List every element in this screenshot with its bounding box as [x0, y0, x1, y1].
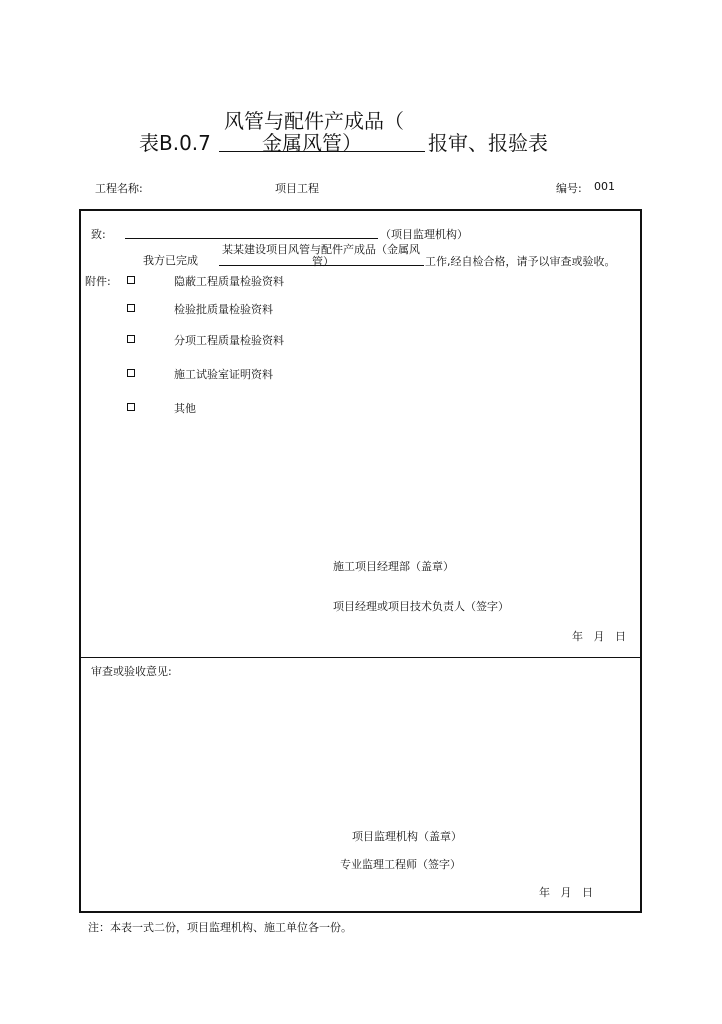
section-divider	[80, 657, 641, 658]
project-name-label: 工程名称:	[95, 182, 143, 195]
number-value: 001	[594, 180, 615, 193]
title-prefix: 表B.0.7	[139, 131, 211, 155]
completed-underline	[219, 265, 424, 266]
title-blank-value: 金属风管）	[262, 131, 362, 155]
to-label: 致:	[91, 228, 106, 241]
completed-suffix: 工作,经自检合格，请予以审查或验收。	[425, 255, 616, 268]
attachment-item: 其他	[174, 402, 196, 415]
completed-prefix: 我方已完成	[143, 254, 198, 267]
title-line1: 风管与配件产成品（	[224, 109, 404, 133]
section1-date: 年 月 日	[572, 630, 626, 643]
to-underline	[125, 238, 378, 239]
checkbox-batch-inspection[interactable]	[127, 304, 135, 312]
attachment-item: 施工试验室证明资料	[174, 368, 273, 381]
project-name-value: 项目工程	[275, 182, 319, 195]
checkbox-other[interactable]	[127, 403, 135, 411]
number-label: 编号:	[556, 182, 582, 195]
title-suffix: 报审、报验表	[428, 131, 548, 155]
engineer-signature: 专业监理工程师（签字）	[340, 858, 461, 871]
checkbox-lab-certificate[interactable]	[127, 369, 135, 377]
to-suffix: （项目监理机构）	[380, 228, 468, 241]
opinion-label: 审查或验收意见:	[91, 665, 172, 678]
checkbox-hidden-works[interactable]	[127, 276, 135, 284]
checkbox-subitem-inspection[interactable]	[127, 335, 135, 343]
manager-signature: 项目经理或项目技术负责人（签字）	[333, 600, 509, 613]
title-underline	[219, 151, 425, 152]
footnote: 注：本表一式二份，项目监理机构、施工单位各一份。	[88, 921, 352, 934]
attachment-item: 分项工程质量检验资料	[174, 334, 284, 347]
completed-value-line2: 管）	[312, 255, 334, 268]
dept-seal: 施工项目经理部（盖章）	[333, 560, 454, 573]
supervision-org-seal: 项目监理机构（盖章）	[352, 830, 462, 843]
completed-value-line1: 某某建设项目风管与配件产成品（金属风	[222, 243, 420, 256]
attachment-item: 隐蔽工程质量检验资料	[174, 275, 284, 288]
attachments-label: 附件:	[85, 275, 111, 288]
attachment-item: 检验批质量检验资料	[174, 303, 273, 316]
section2-date: 年 月 日	[539, 886, 593, 899]
